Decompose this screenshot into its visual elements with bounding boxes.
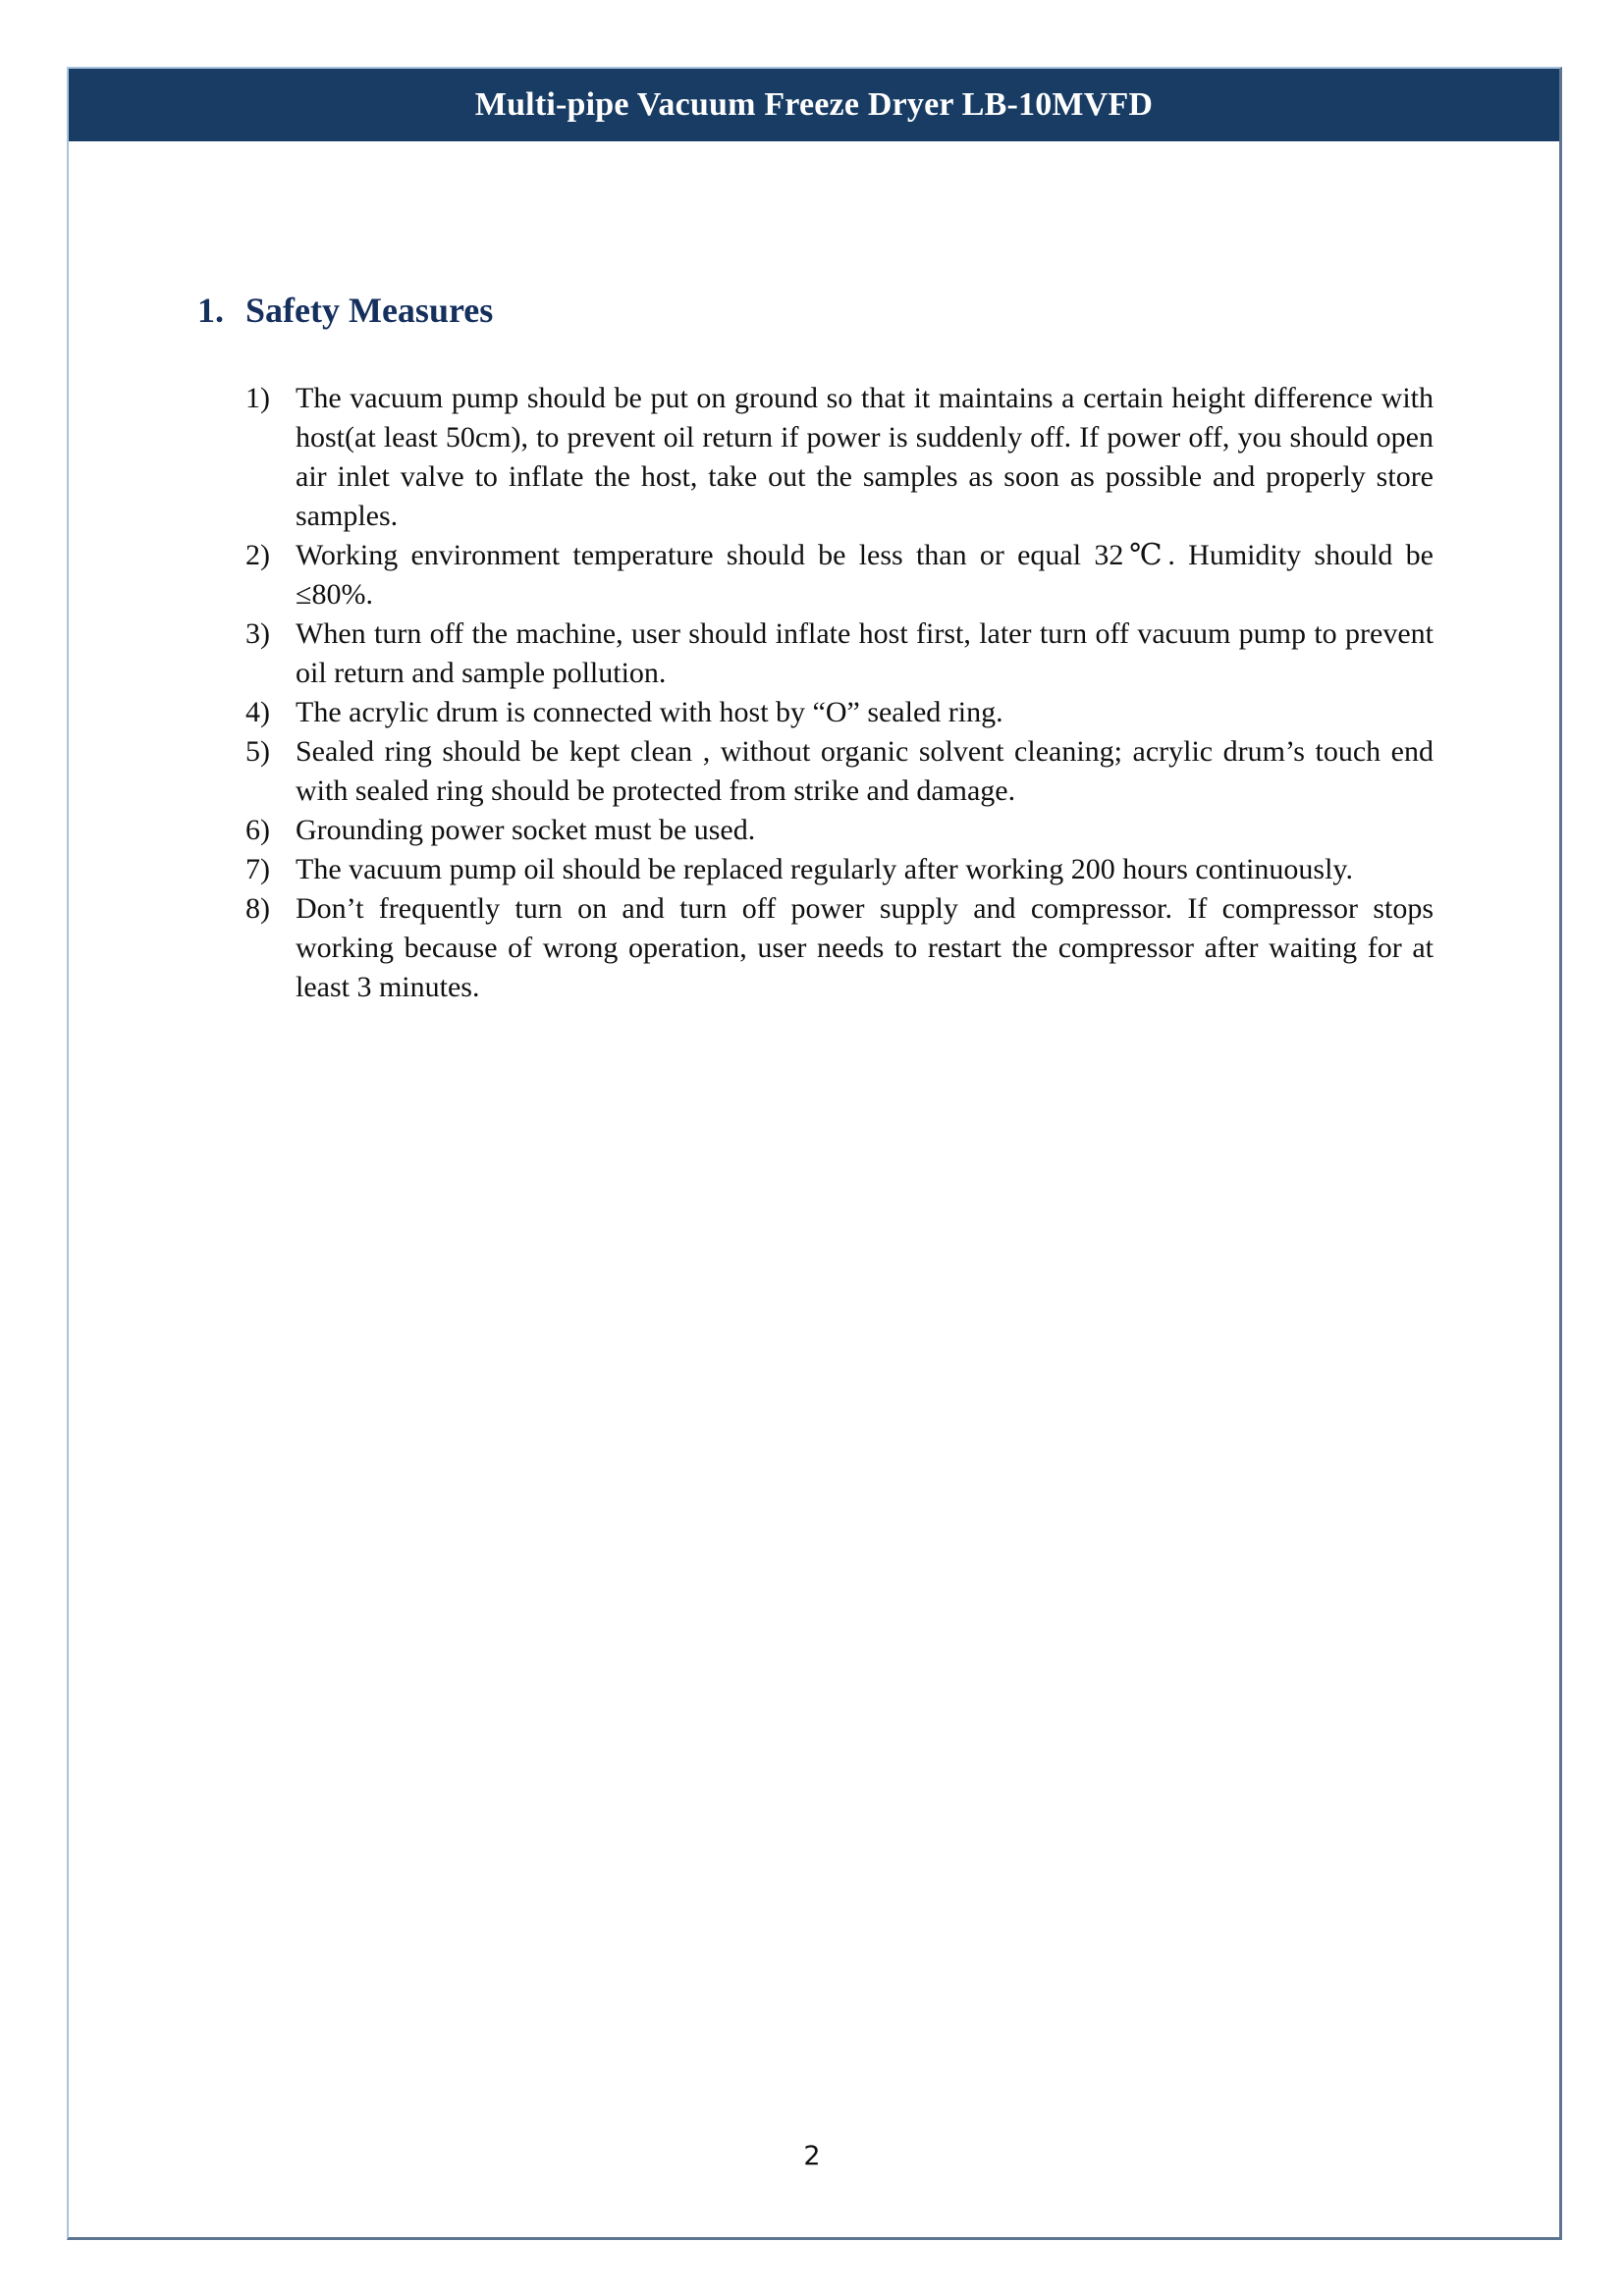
section-title: Safety Measures [245, 291, 494, 330]
section-number: 1. [197, 291, 224, 330]
list-item [245, 850, 1434, 889]
list-item [245, 536, 1434, 614]
list-item-text: Grounding power socket must be used. [296, 814, 756, 846]
safety-measures-list [245, 379, 1434, 1007]
list-item [245, 811, 1434, 850]
header-bar [69, 69, 1559, 141]
list-item-number: 2) [245, 539, 270, 571]
list-item-text: Working environment temperature should be less than or equal 32℃. Humidity should be ≤80%. [296, 539, 1434, 611]
list-item [245, 693, 1434, 732]
list-item-number: 4) [245, 696, 270, 728]
list-item [245, 732, 1434, 811]
list-item [245, 379, 1434, 536]
list-item-number: 5) [245, 735, 270, 768]
list-item-number: 1) [245, 382, 270, 414]
list-item-text: Sealed ring should be kept clean , without organic solvent cleaning; acrylic drum’s touch end with sealed ring should be protected from strike and damage. [296, 735, 1434, 807]
list-item-number: 7) [245, 853, 270, 885]
list-item-number: 6) [245, 814, 270, 846]
list-item-text: Don’t frequently turn on and turn off power supply and compressor. If compressor stops working because of wrong operation, user needs to restart the compressor after waiting for at least 3 minutes. [296, 892, 1434, 1003]
page-number: 2 [803, 2141, 821, 2171]
list-item-text: The vacuum pump should be put on ground so that it maintains a certain height difference with host(at least 50cm), to prevent oil return if power is suddenly off. If power off, you should open air inlet valve to inflate the host, take out the samples as soon as possible and properly store samples. [296, 382, 1434, 532]
section-heading [197, 290, 493, 331]
list-item [245, 889, 1434, 1007]
list-item [245, 614, 1434, 693]
list-item-text: The acrylic drum is connected with host by “O” sealed ring. [296, 696, 1003, 728]
list-item-number: 3) [245, 617, 270, 650]
list-item-text: The vacuum pump oil should be replaced regularly after working 200 hours continuously. [296, 853, 1353, 885]
document-title: Multi-pipe Vacuum Freeze Dryer LB-10MVFD [474, 86, 1154, 123]
list-item-number: 8) [245, 892, 270, 925]
list-item-text: When turn off the machine, user should inflate host first, later turn off vacuum pump to prevent oil return and sample pollution. [296, 617, 1434, 689]
